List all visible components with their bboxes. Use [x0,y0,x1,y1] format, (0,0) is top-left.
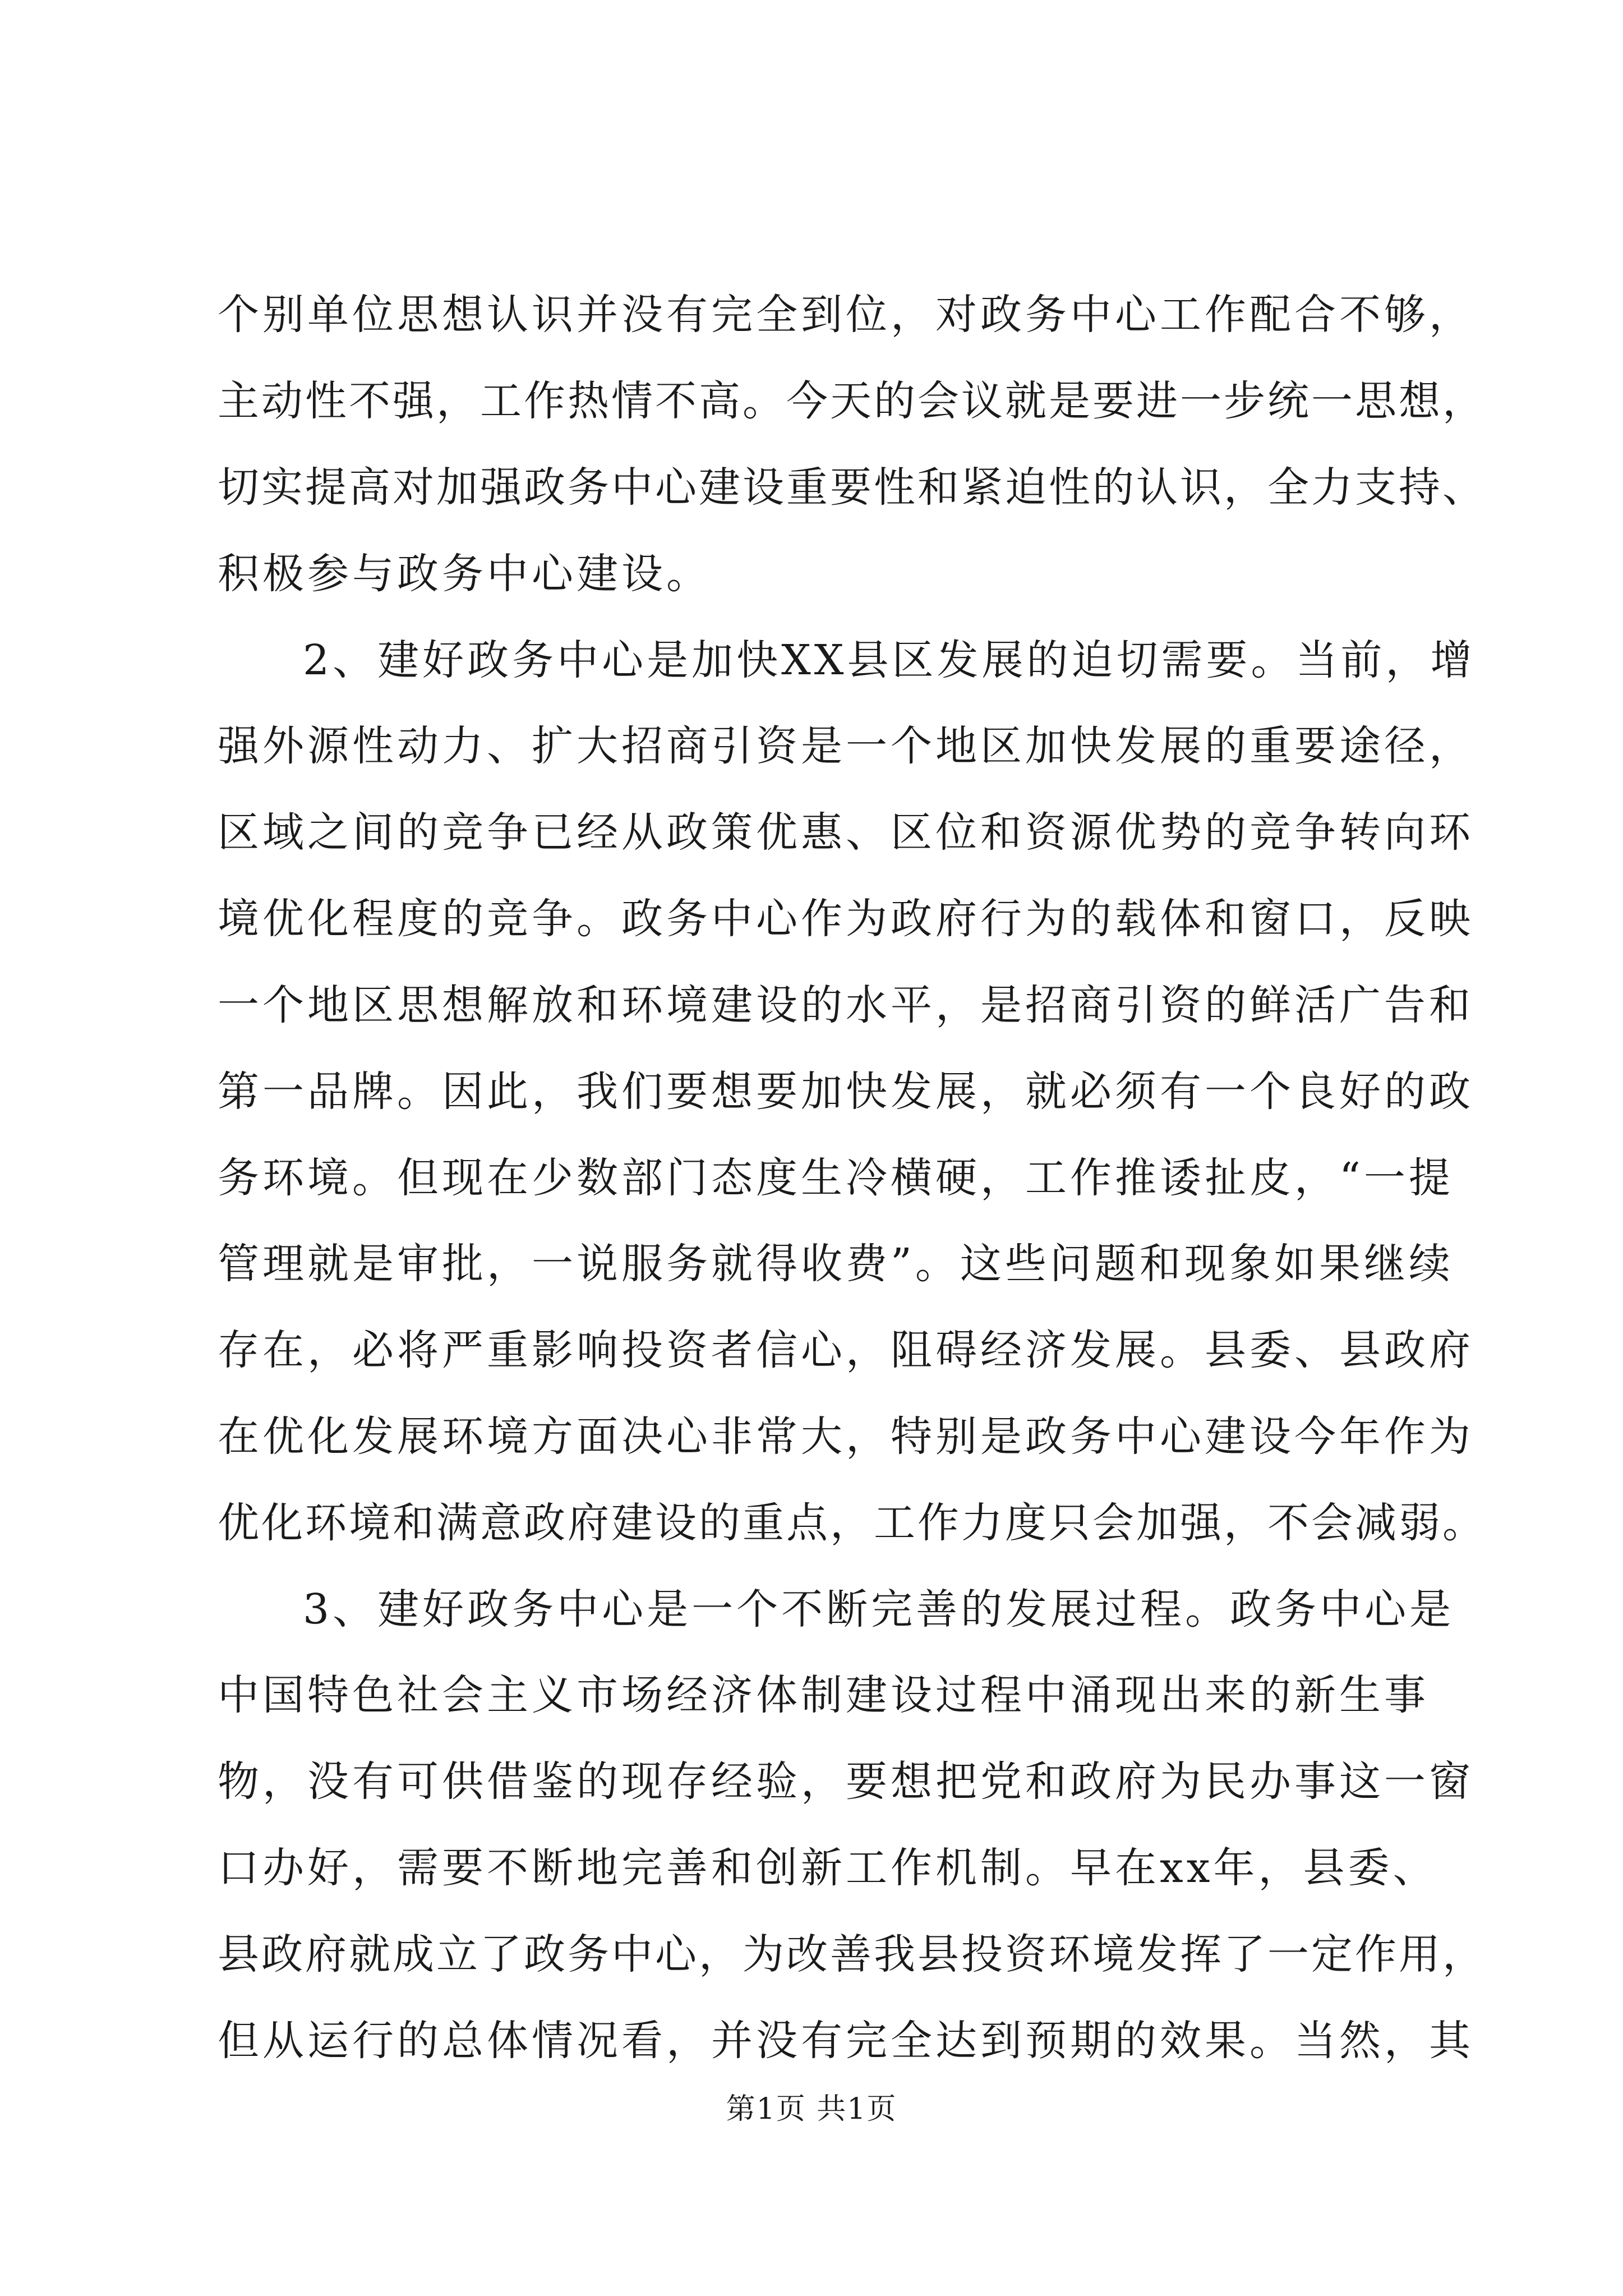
text-line: 物，没有可供借鉴的现存经验，要想把党和政府为民办事这一窗 [218,1757,1474,1806]
text-line: 境优化程度的竞争。政务中心作为政府行为的载体和窗口，反映 [218,895,1474,943]
text-line: 务环境。但现在少数部门态度生冷横硬，工作推诿扯皮，“一提 [218,1154,1454,1202]
text-line: 存在，必将严重影响投资者信心，阻碍经济发展。县委、县政府 [218,1326,1474,1374]
text-line: 在优化发展环境方面决心非常大，特别是政务中心建设今年作为 [218,1412,1474,1461]
text-line: 第一品牌。因此，我们要想要加快发展，就必须有一个良好的政 [218,1068,1474,1116]
text-line: 优化环境和满意政府建设的重点，工作力度只会加强，不会减弱。 [218,1499,1486,1547]
paragraph-start-line: 3、建好政务中心是一个不断完善的发展过程。政务中心是 [303,1585,1455,1634]
text-line: 中国特色社会主义市场经济体制建设过程中涌现出来的新生事 [218,1671,1429,1719]
paragraph-start-line: 2、建好政务中心是加快XX县区发展的迫切需要。当前，增 [303,636,1476,684]
text-line: 但从运行的总体情况看，并没有完全达到预期的效果。当然，其 [218,2017,1474,2065]
text-line: 口办好，需要不断地完善和创新工作机制。早在xx年，县委、 [218,1844,1438,1892]
text-line: 主动性不强，工作热情不高。今天的会议就是要进一步统一思想， [218,377,1486,425]
page-number-footer: 第1页 共1页 [726,2092,897,2126]
text-line: 积极参与政务中心建设。 [218,550,711,598]
text-line: 管理就是审批，一说服务就得收费”。这些问题和现象如果继续 [218,1240,1454,1288]
text-line: 一个地区思想解放和环境建设的水平，是招商引资的鲜活广告和 [218,981,1474,1029]
text-line: 个别单位思想认识并没有完全到位，对政务中心工作配合不够， [218,291,1474,339]
text-line: 切实提高对加强政务中心建设重要性和紧迫性的认识，全力支持、 [218,463,1486,512]
text-line: 区域之间的竞争已经从政策优惠、区位和资源优势的竞争转向环 [218,808,1474,857]
text-line: 县政府就成立了政务中心，为改善我县投资环境发挥了一定作用， [218,1930,1486,1978]
text-line: 强外源性动力、扩大招商引资是一个地区加快发展的重要途径， [218,722,1474,770]
